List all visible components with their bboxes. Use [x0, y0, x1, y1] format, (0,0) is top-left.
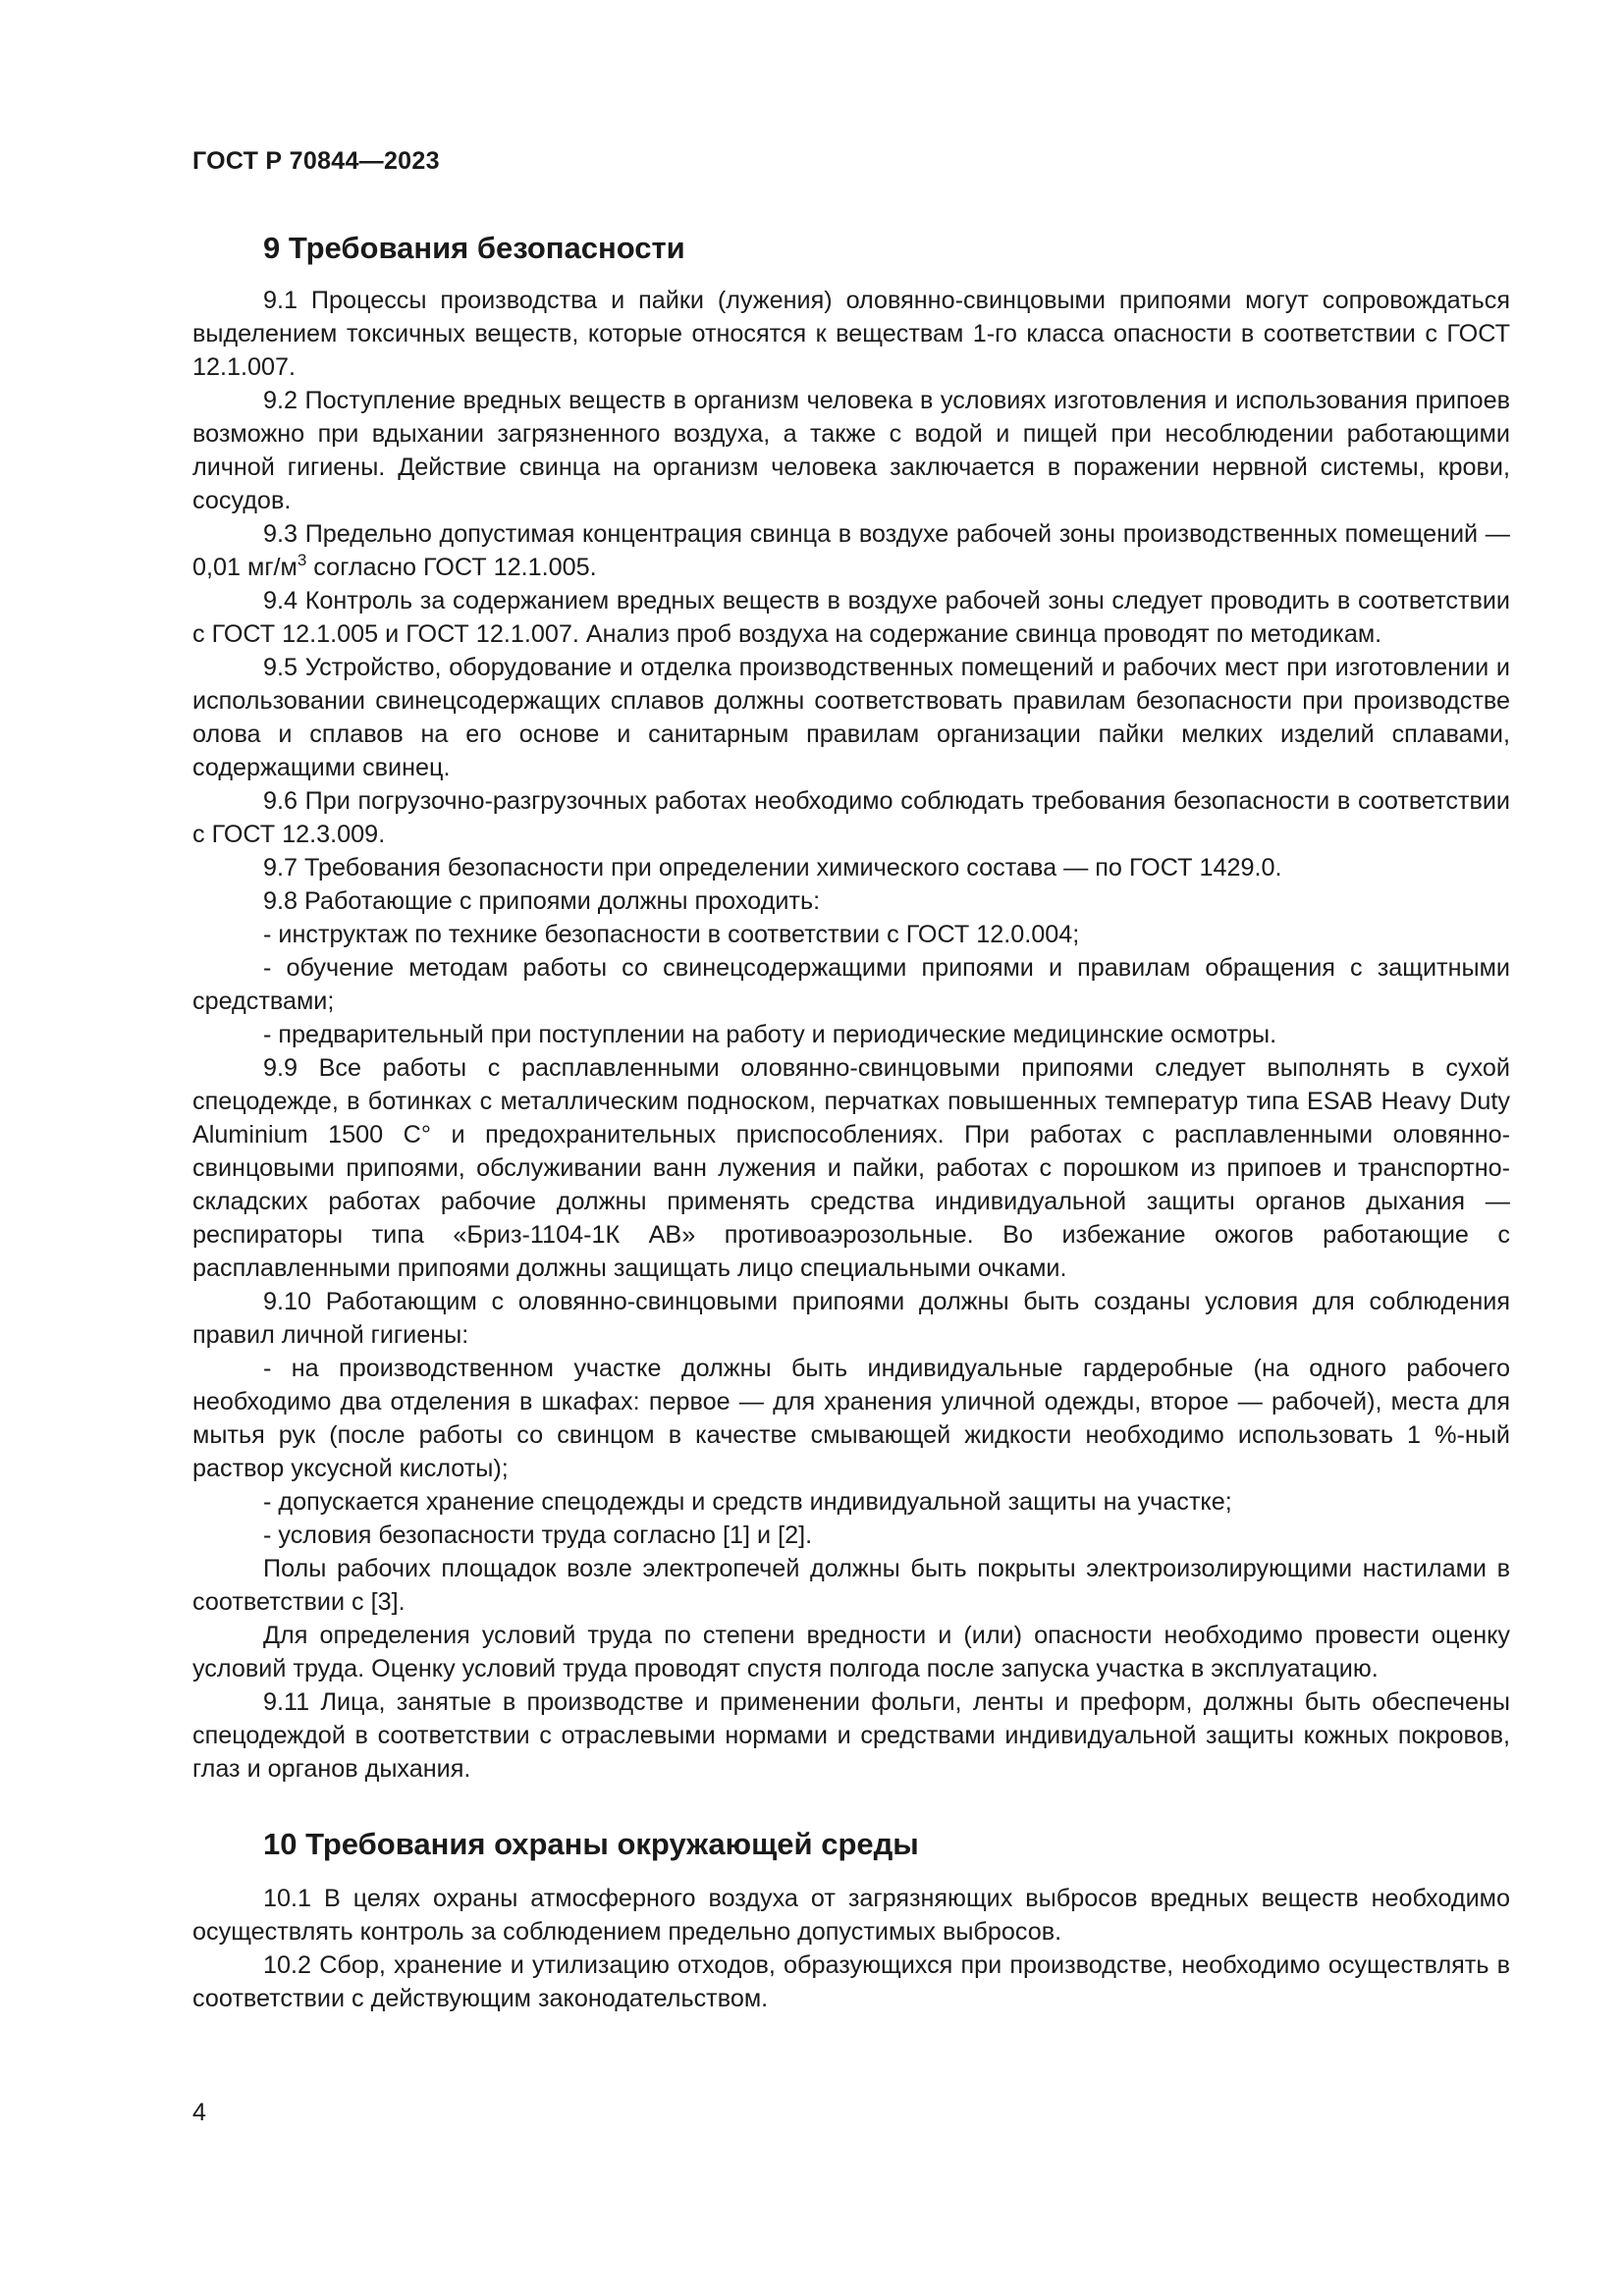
list-item: - инструктаж по технике безопасности в соответствии с ГОСТ 12.0.004; — [263, 921, 1080, 948]
paragraph-9-6: 9.6 При погрузочно-разгрузочных работах необходимо соблюдать требования безопасности в соответствии с ГОСТ 12.3.009. — [192, 787, 1510, 848]
paragraph-9-4: 9.4 Контроль за содержанием вредных веществ в воздухе рабочей зоны следует проводить в соответствии с ГОСТ 12.1.005 и ГОСТ 12.1.007. Анализ проб воздуха на содержание свинца проводят по методикам. — [192, 587, 1510, 648]
paragraph-9-3-text: 9.3 Предельно допустимая концентрация свинца в воздухе рабочей зоны производственных помещений — 0,01 мг/м — [192, 520, 1510, 581]
paragraph-9-11: 9.11 Лица, занятые в производстве и применении фольги, ленты и преформ, должны быть обеспечены спецодеждой в соответствии с отраслевыми нормами и средствами индивидуальной защиты кожных покровов, глаз и органов дыхания. — [192, 1688, 1510, 1783]
list-item: - условия безопасности труда согласно [1] и [2]. — [263, 1522, 813, 1549]
paragraph-9-3 — [192, 517, 1510, 584]
list-item: - обучение методам работы со свинецсодержащими припоями и правилам обращения с защитными средствами; — [192, 954, 1510, 1015]
list-item: - допускается хранение спецодежды и средств индивидуальной защиты на участке; — [263, 1488, 1232, 1516]
paragraph-assessment: Для определения условий труда по степени вредности и (или) опасности необходимо провести оценку условий труда. Оценку условий труда проводят спустя полгода после запуска участка в эксплуатацию. — [192, 1622, 1510, 1682]
paragraph-floors: Полы рабочих площадок возле электропечей должны быть покрыты электроизолирующими настилами в соответствии с [3]. — [192, 1555, 1510, 1616]
section-10-title: 10 Требования охраны окружающей среды — [263, 1827, 919, 1861]
paragraph-10-1: 10.1 В целях охраны атмосферного воздуха от загрязняющих выбросов вредных веществ необходимо осуществлять контроль за соблюдением предельно допустимых выбросов. — [192, 1885, 1510, 1946]
paragraph-9-5: 9.5 Устройство, оборудование и отделка производственных помещений и рабочих мест при изготовлении и использовании свинецсодержащих сплавов должны соответствовать правилам безопасности при производстве олова и сплавов на его основе и санитарным правилам организации пайки мелких изделий сплавами, содержащими свинец. — [192, 654, 1510, 781]
page-number: 4 — [192, 2099, 206, 2126]
paragraph-9-2: 9.2 Поступление вредных веществ в организм человека в условиях изготовления и использования припоев возможно при вдыхании загрязненного воздуха, а также с водой и пищей при несоблюдении работающими личной гигиены. Действие свинца на организм человека заключается в поражении нервной системы, крови, сосудов. — [192, 387, 1510, 514]
list-item: - предварительный при поступлении на работу и периодические медицинские осмотры. — [263, 1021, 1277, 1048]
paragraph-9-10: 9.10 Работающим с оловянно-свинцовыми припоями должны быть созданы условия для соблюдения правил личной гигиены: — [192, 1288, 1510, 1349]
paragraph-10-2: 10.2 Сбор, хранение и утилизацию отходов, образующихся при производстве, необходимо осуществлять в соответствии с действующим законодательством. — [192, 1951, 1510, 2012]
paragraph-9-8: 9.8 Работающие с припоями должны проходить: — [263, 887, 821, 915]
document-page — [192, 147, 1510, 2015]
superscript-3: 3 — [297, 550, 307, 569]
document-id-header: ГОСТ Р 70844—2023 — [192, 147, 440, 175]
paragraph-9-9: 9.9 Все работы с расплавленными оловянно-свинцовыми припоями следует выполнять в сухой спецодежде, в ботинках с металлическим подноском, перчатках повышенных температур типа ESAB Heavy Duty Aluminium 1500 С° и предохранительных приспособлениях. При работах с расплавленными оловянно-свинцовыми припоями, обслуживании ванн лужения и пайки, работах с порошком из припоев и транспортно-складских работах рабочие должны применять средства индивидуальной защиты органов дыхания — респираторы типа «Бриз-1104-1К АВ» противоаэрозольные. Во избежание ожогов работающие с расплавленными припоями должны защищать лицо специальными очками. — [192, 1054, 1510, 1282]
paragraph-9-7: 9.7 Требования безопасности при определении химического состава — по ГОСТ 1429.0. — [263, 854, 1282, 881]
list-item: - на производственном участке должны быть индивидуальные гардеробные (на одного рабочего необходимо два отделения в шкафах: первое — для хранения уличной одежды, второе — рабочей), места для мытья рук (после работы со свинцом в качестве смывающей жидкости необходимо использовать 1 %-ный раствор уксусной кислоты); — [192, 1355, 1510, 1482]
section-9-title: 9 Требования безопасности — [263, 231, 685, 265]
paragraph-9-3-tail: согласно ГОСТ 12.1.005. — [306, 554, 597, 581]
paragraph-9-1: 9.1 Процессы производства и пайки (лужения) оловянно-свинцовыми припоями могут сопровождаться выделением токсичных веществ, которые относятся к веществам 1-го класса опасности в соответствии с ГОСТ 12.1.007. — [192, 287, 1510, 381]
